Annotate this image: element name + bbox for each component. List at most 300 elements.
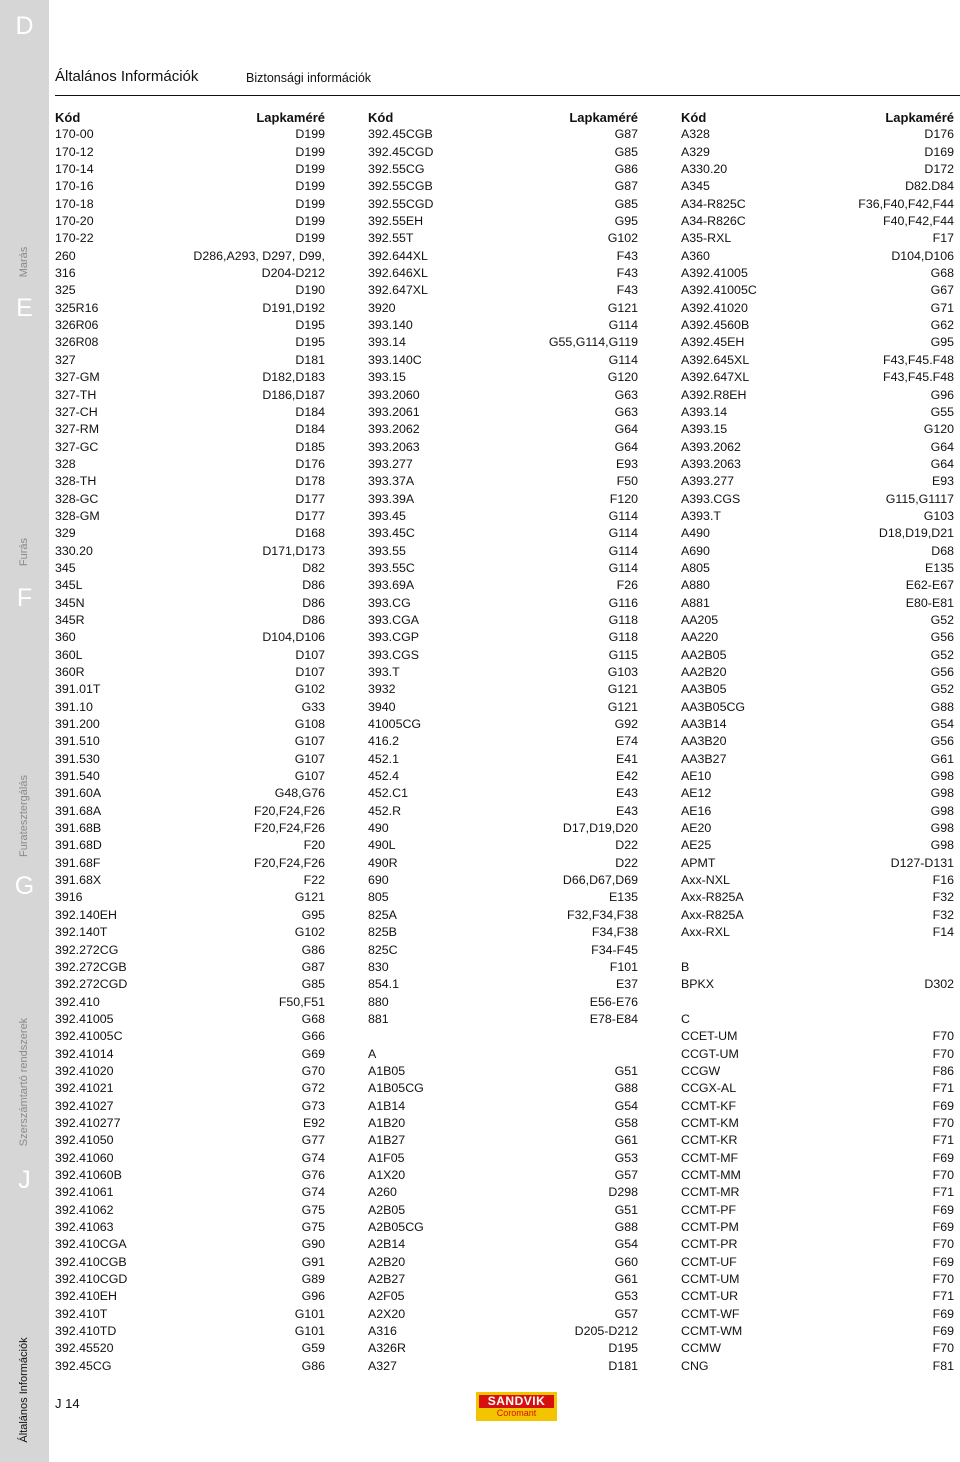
code-cell: 392.45CGD — [368, 144, 434, 159]
code-header: Kód — [55, 110, 81, 125]
table-row — [55, 577, 325, 594]
page-subtitle: Biztonsági információk — [246, 71, 372, 85]
index-column-1 — [55, 109, 325, 1375]
table-row — [55, 1184, 325, 1201]
page-cell: G67 — [930, 283, 954, 298]
page-header: Lapkaméré — [256, 110, 325, 125]
code-cell: A393.T — [681, 508, 721, 523]
code-cell: 452.R — [368, 803, 402, 818]
code-cell: 392.41005C — [55, 1029, 123, 1044]
table-row — [55, 1167, 325, 1184]
code-cell: CCMT-KF — [681, 1098, 737, 1113]
page-cell: D286,A293, D297, D99, — [193, 248, 325, 263]
page-cell: D104,D106 — [262, 630, 325, 645]
table-row — [368, 213, 638, 230]
code-cell: AA2B20 — [681, 665, 727, 679]
table-row — [55, 1080, 325, 1097]
section-letter-f: F — [16, 584, 33, 612]
page-cell: D184 — [295, 422, 325, 437]
code-cell: A392.4560B — [681, 318, 750, 333]
table-row — [55, 369, 325, 386]
table-row — [55, 1028, 325, 1045]
table-row — [55, 300, 325, 317]
table-row — [681, 889, 954, 906]
table-row — [681, 144, 954, 161]
page-cell: F70 — [932, 1115, 954, 1130]
code-header: Kód — [368, 110, 394, 125]
code-cell: APMT — [681, 855, 716, 870]
table-row — [55, 820, 325, 837]
page-cell: F20,F24,F26 — [254, 855, 325, 870]
code-cell: 391.68B — [55, 821, 102, 836]
code-cell: 825B — [368, 925, 397, 940]
page-cell: G56 — [930, 734, 954, 749]
code-cell: 452.1 — [368, 751, 400, 766]
page-cell: G101 — [294, 1324, 325, 1339]
page-cell: F43,F45.F48 — [883, 352, 954, 367]
code-cell: 393.2061 — [368, 404, 420, 419]
table-row — [55, 560, 325, 577]
page-cell: D82 — [302, 560, 325, 575]
table-row — [55, 178, 325, 195]
table-row — [681, 942, 954, 959]
code-cell: A881 — [681, 595, 710, 610]
table-row — [681, 924, 954, 941]
page-cell: G118 — [608, 630, 638, 645]
header-divider — [55, 95, 960, 96]
page-cell: D195 — [295, 318, 325, 333]
page-cell: F50,F51 — [278, 994, 325, 1009]
page-cell: F14 — [932, 925, 954, 940]
code-cell: 170-12 — [55, 144, 94, 159]
page-cell: D186,D187 — [262, 387, 325, 402]
page-cell: G96 — [930, 387, 954, 402]
code-cell: AA3B14 — [681, 717, 727, 732]
code-cell: Axx-RXL — [681, 925, 730, 940]
table-row — [681, 994, 954, 1011]
page-cell: G63 — [614, 404, 638, 419]
page-cell: E62-E67 — [905, 578, 954, 593]
table-row — [681, 334, 954, 351]
table-row — [55, 768, 325, 785]
code-cell: 41005CG — [368, 717, 422, 732]
page-cell: G56 — [930, 665, 954, 679]
page-cell: D86 — [302, 578, 325, 593]
page-cell: G98 — [930, 821, 954, 836]
table-row — [368, 387, 638, 404]
code-cell: 328-GM — [55, 508, 100, 523]
code-cell: 392.272CGD — [55, 977, 128, 992]
table-row — [368, 872, 638, 889]
table-row — [368, 664, 638, 681]
table-row — [681, 612, 954, 629]
code-cell: A393.15 — [681, 422, 728, 437]
page-cell: F86 — [932, 1063, 954, 1078]
table-row — [55, 942, 325, 959]
page-cell: G77 — [301, 1133, 325, 1148]
table-row — [681, 369, 954, 386]
table-row — [55, 1046, 325, 1063]
code-cell: AA2B05 — [681, 647, 727, 662]
page-cell: F70 — [932, 1341, 954, 1356]
section-sidebar — [0, 0, 49, 1462]
section-letter-e: E — [16, 294, 33, 322]
page-cell: G95 — [614, 214, 638, 229]
table-row — [368, 1236, 638, 1253]
page-cell: G108 — [294, 717, 325, 732]
code-cell: A392.45EH — [681, 335, 745, 350]
code-cell: 170-16 — [55, 179, 94, 194]
page-cell: G107 — [294, 769, 325, 784]
table-row — [368, 317, 638, 334]
code-cell: 392.55EH — [368, 214, 424, 229]
page-cell: G86 — [301, 1358, 325, 1373]
table-row — [55, 230, 325, 247]
code-cell: CCMT-UR — [681, 1289, 739, 1304]
code-cell: AE12 — [681, 786, 712, 801]
table-row — [368, 1340, 638, 1357]
code-cell: 391.01T — [55, 682, 101, 697]
code-cell: 830 — [368, 959, 389, 974]
page-cell: G98 — [930, 838, 954, 853]
table-row — [55, 404, 325, 421]
page-cell: F32 — [932, 890, 954, 905]
table-row — [55, 664, 325, 681]
page-cell: D205-D212 — [574, 1324, 638, 1339]
code-cell: A392.R8EH — [681, 387, 747, 402]
index-column-2 — [368, 109, 638, 1375]
code-cell: 391.68A — [55, 803, 102, 818]
table-row — [681, 1271, 954, 1288]
code-cell: A1B14 — [368, 1098, 406, 1113]
page-cell: G120 — [607, 370, 638, 385]
code-cell: 393.140C — [368, 352, 422, 367]
code-cell: 325 — [55, 283, 76, 298]
code-cell: 360L — [55, 647, 83, 662]
code-cell: 393.14 — [368, 335, 406, 350]
page-cell: F20 — [303, 838, 325, 853]
page-cell: F69 — [932, 1220, 954, 1234]
page-cell: E80-E81 — [905, 595, 954, 610]
code-cell: A393.2063 — [681, 456, 741, 471]
code-cell: A2B27 — [368, 1272, 406, 1287]
page-cell: D181 — [295, 352, 325, 367]
code-cell: 392.45CGB — [368, 127, 433, 142]
table-row — [368, 1080, 638, 1097]
page-cell: G33 — [301, 699, 325, 714]
code-cell: A392.647XL — [681, 370, 750, 385]
code-cell: A328 — [681, 127, 710, 142]
code-cell: 392.410TD — [55, 1324, 117, 1339]
page-number: J 14 — [55, 1396, 80, 1411]
code-cell: 328 — [55, 456, 76, 471]
page-cell: E42 — [615, 769, 638, 784]
section-letter-j: J — [18, 1166, 31, 1194]
table-row — [681, 837, 954, 854]
page-cell: G90 — [301, 1237, 325, 1252]
page-cell: F22 — [303, 873, 325, 888]
page-cell: G87 — [614, 179, 638, 194]
page-cell: E37 — [615, 977, 638, 992]
section-label-boring: Furatesztergálás — [18, 775, 30, 857]
code-cell: 392.55CG — [368, 162, 425, 177]
code-cell: 392.272CGB — [55, 959, 127, 974]
code-cell: A880 — [681, 578, 710, 593]
code-cell: A393.CGS — [681, 491, 741, 506]
table-row — [55, 144, 325, 161]
table-row — [681, 872, 954, 889]
page-cell: G121 — [607, 682, 638, 697]
code-cell: 490 — [368, 821, 389, 836]
table-row — [681, 647, 954, 664]
page-cell: G58 — [614, 1115, 638, 1130]
table-row — [55, 491, 325, 508]
code-cell: 392.140EH — [55, 907, 118, 922]
code-cell: 391.540 — [55, 769, 100, 784]
page-cell: G96 — [301, 1289, 325, 1304]
table-row — [55, 543, 325, 560]
code-cell: 690 — [368, 873, 389, 888]
page-cell: G55,G114,G119 — [548, 335, 638, 350]
table-row — [681, 161, 954, 178]
page-cell: G114 — [608, 352, 638, 367]
table-row — [55, 1150, 325, 1167]
table-row — [368, 803, 638, 820]
code-cell: 392.410 — [55, 994, 100, 1009]
table-row — [368, 629, 638, 646]
page-cell: G59 — [301, 1341, 325, 1356]
table-row — [368, 265, 638, 282]
page-cell: F43,F45.F48 — [883, 370, 954, 385]
table-row — [368, 404, 638, 421]
logo-sub: Coromant — [496, 1408, 537, 1418]
page-cell: D18,D19,D21 — [878, 526, 954, 541]
code-cell: 392.45520 — [55, 1341, 114, 1356]
code-cell: A1B27 — [368, 1133, 406, 1148]
page-cell: G62 — [930, 318, 954, 333]
table-row — [368, 144, 638, 161]
page-cell: G121 — [607, 300, 638, 315]
page-cell: G102 — [607, 231, 638, 246]
table-row — [55, 681, 325, 698]
code-cell: 330.20 — [55, 543, 93, 558]
code-cell: 392.41020 — [55, 1063, 114, 1078]
code-cell: 391.530 — [55, 751, 100, 766]
page-cell: F101 — [609, 959, 638, 974]
table-row — [681, 300, 954, 317]
table-row — [55, 387, 325, 404]
code-cell: 345R — [55, 612, 85, 627]
code-cell: 392.410EH — [55, 1289, 118, 1304]
table-row — [55, 282, 325, 299]
code-cell: 327 — [55, 352, 76, 367]
table-row — [681, 248, 954, 265]
code-cell: CCGW — [681, 1063, 721, 1078]
table-row — [681, 1236, 954, 1253]
table-row — [681, 1011, 954, 1028]
page-cell: G52 — [930, 647, 954, 662]
page-cell: G48,G76 — [274, 786, 325, 801]
page-cell: D181 — [608, 1358, 638, 1373]
table-row — [681, 543, 954, 560]
page-cell: G75 — [301, 1202, 325, 1217]
code-cell: 170-00 — [55, 127, 94, 142]
page-cell: D82.D84 — [905, 179, 954, 194]
page-cell: D107 — [295, 665, 325, 679]
code-cell: 825A — [368, 907, 397, 922]
table-row — [368, 196, 638, 213]
table-row — [368, 352, 638, 369]
code-cell: Axx-NXL — [681, 873, 730, 888]
index-column-3 — [681, 109, 954, 1375]
table-row — [681, 699, 954, 716]
table-row — [55, 647, 325, 664]
table-row — [681, 560, 954, 577]
code-cell: 805 — [368, 890, 389, 905]
code-cell: A2B20 — [368, 1254, 406, 1269]
page-cell: F20,F24,F26 — [254, 821, 325, 836]
code-cell: AA3B20 — [681, 734, 727, 749]
table-row — [681, 1046, 954, 1063]
page-cell: D17,D19,D20 — [562, 821, 638, 836]
table-row — [368, 560, 638, 577]
code-cell: 881 — [368, 1011, 389, 1026]
page-cell: G75 — [301, 1220, 325, 1234]
table-row — [368, 820, 638, 837]
code-cell: 345L — [55, 578, 83, 593]
page-cell: G61 — [614, 1272, 638, 1287]
code-cell: 3940 — [368, 699, 396, 714]
code-cell: B — [681, 959, 690, 974]
page-cell: G51 — [614, 1063, 638, 1078]
code-cell: 260 — [55, 248, 76, 263]
page-cell: G115 — [608, 647, 638, 662]
table-row — [681, 595, 954, 612]
table-row — [681, 352, 954, 369]
table-row — [368, 1323, 638, 1340]
page-cell: G121 — [607, 699, 638, 714]
code-cell: 393.55 — [368, 543, 406, 558]
table-row — [368, 369, 638, 386]
code-cell: 392.647XL — [368, 283, 428, 298]
code-cell: 345 — [55, 560, 76, 575]
page-cell: G85 — [614, 196, 638, 211]
code-cell: 170-20 — [55, 214, 94, 229]
page-cell: G64 — [614, 439, 638, 454]
code-cell: CCMT-WF — [681, 1306, 740, 1321]
page-cell: F69 — [932, 1306, 954, 1321]
code-cell: 392.41050 — [55, 1133, 114, 1148]
table-row — [368, 1132, 638, 1149]
page-cell: G57 — [614, 1167, 638, 1182]
code-cell: A490 — [681, 526, 710, 541]
page-cell: G57 — [614, 1306, 638, 1321]
code-cell: 327-GM — [55, 370, 100, 385]
page-cell: G88 — [614, 1081, 638, 1096]
table-row — [368, 1063, 638, 1080]
page-cell: E93 — [931, 474, 954, 489]
section-label-general-info: Általános Információk — [18, 1337, 30, 1443]
table-row — [368, 161, 638, 178]
table-row — [681, 976, 954, 993]
page-cell: E43 — [615, 786, 638, 801]
page-cell: G66 — [301, 1029, 325, 1044]
page-cell: G98 — [930, 786, 954, 801]
code-cell: 329 — [55, 526, 76, 541]
section-letter-d: D — [15, 12, 34, 40]
code-cell: 392.41027 — [55, 1098, 114, 1113]
code-cell: 326R08 — [55, 335, 99, 350]
code-cell: 393.37A — [368, 474, 415, 489]
table-row — [681, 387, 954, 404]
page-cell: E43 — [615, 803, 638, 818]
table-row — [368, 508, 638, 525]
table-row — [55, 1011, 325, 1028]
page-cell: E135 — [925, 560, 954, 575]
code-cell: 391.10 — [55, 699, 93, 714]
code-cell: 416.2 — [368, 734, 400, 749]
page-cell: G102 — [294, 682, 325, 697]
page-cell: G68 — [930, 266, 954, 281]
code-cell: 327-TH — [55, 387, 97, 402]
code-cell: A1B05 — [368, 1063, 406, 1078]
table-row — [681, 681, 954, 698]
page-cell: G118 — [608, 612, 638, 627]
code-cell: 392.644XL — [368, 248, 428, 263]
page-cell: G68 — [301, 1011, 325, 1026]
table-row — [368, 421, 638, 438]
table-row — [55, 889, 325, 906]
page-cell: F17 — [932, 231, 954, 246]
page-cell: D199 — [295, 196, 325, 211]
code-cell: CCMT-MR — [681, 1185, 740, 1200]
code-cell: 393.45 — [368, 508, 406, 523]
table-row — [55, 595, 325, 612]
table-row — [681, 577, 954, 594]
code-cell: AA3B05 — [681, 682, 727, 697]
table-row — [681, 126, 954, 143]
code-cell: 392.410CGB — [55, 1254, 127, 1269]
code-cell: 3920 — [368, 300, 396, 315]
table-row — [55, 733, 325, 750]
page-cell: D199 — [295, 144, 325, 159]
table-row — [681, 820, 954, 837]
table-row — [55, 994, 325, 1011]
code-cell: A327 — [368, 1358, 397, 1373]
table-row — [55, 213, 325, 230]
page-cell: G114 — [608, 526, 638, 541]
table-row — [368, 1358, 638, 1375]
table-row — [368, 889, 638, 906]
page-cell: G55 — [930, 404, 954, 419]
table-row — [55, 1115, 325, 1132]
code-cell: AA220 — [681, 630, 719, 645]
code-cell: 391.68D — [55, 838, 102, 853]
page-cell: G114 — [608, 560, 638, 575]
table-row — [368, 647, 638, 664]
page-cell: D168 — [295, 526, 325, 541]
page-cell: D195 — [295, 335, 325, 350]
code-cell: Axx-R825A — [681, 890, 744, 905]
code-cell: A393.14 — [681, 404, 728, 419]
code-cell: 452.4 — [368, 769, 400, 784]
page-cell: D176 — [295, 456, 325, 471]
code-cell: A330.20 — [681, 162, 728, 177]
table-row — [368, 334, 638, 351]
table-row — [681, 855, 954, 872]
code-cell: CCMW — [681, 1341, 721, 1356]
section-letter-g: G — [14, 872, 35, 900]
